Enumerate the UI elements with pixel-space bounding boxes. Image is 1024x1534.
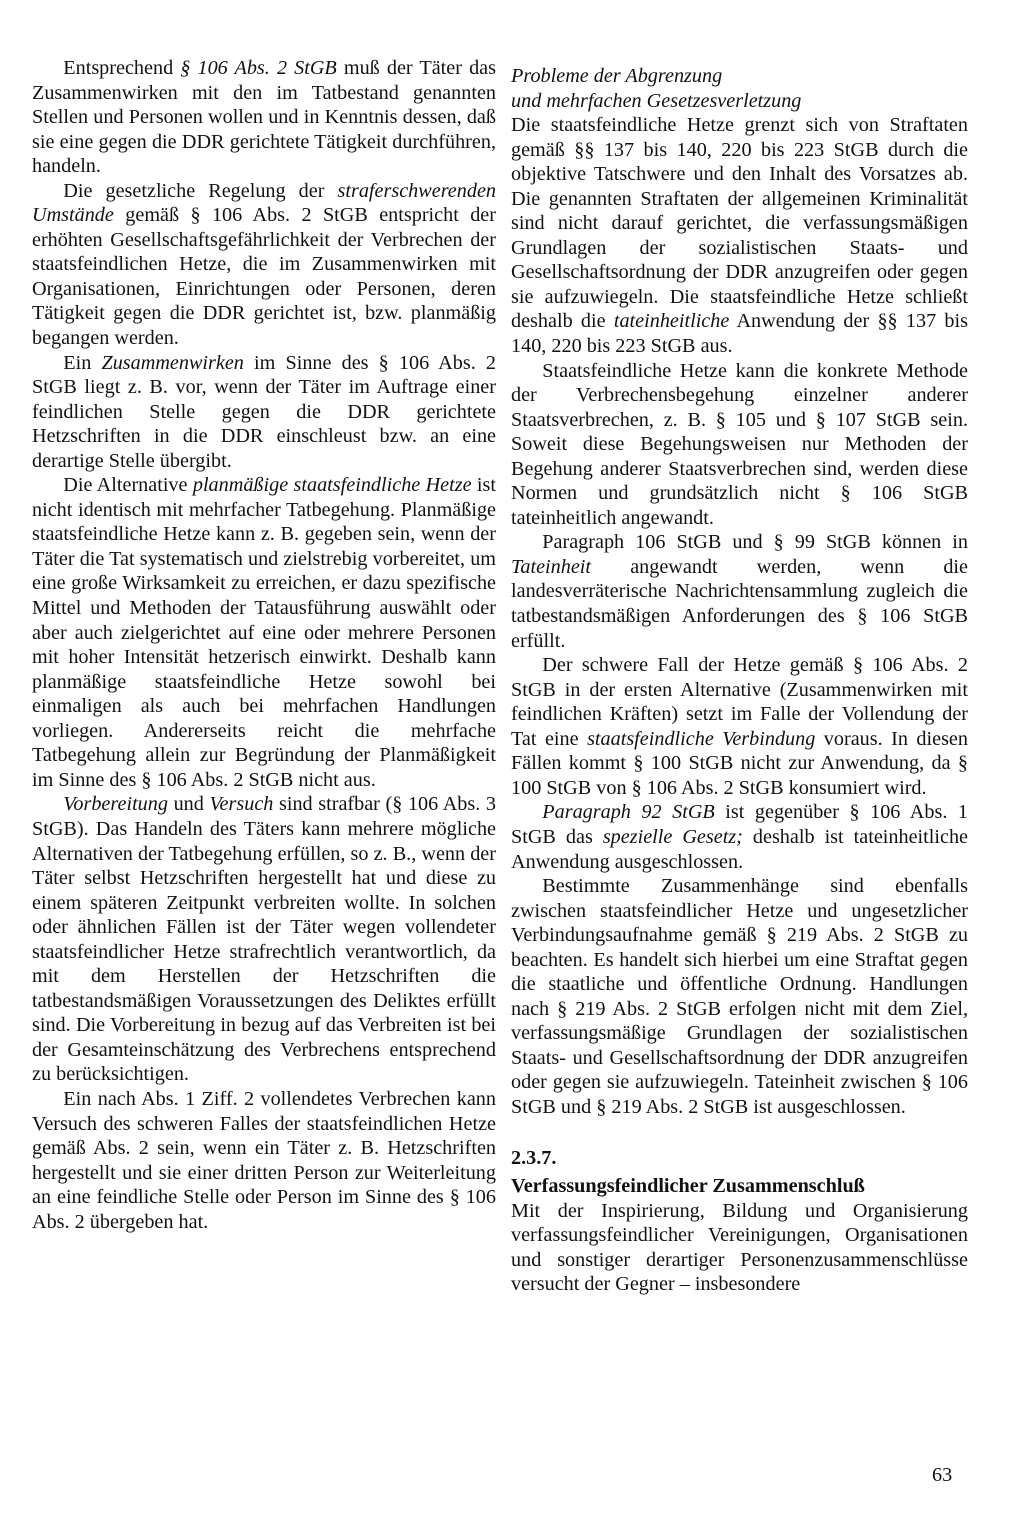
paragraph: Die Alternative planmäßige staatsfeindliche Hetze ist nicht identisch mit mehrfacher Tatbegehung. Planmäßige staatsfeindliche Hetze kann z. B. gegeben sein, wenn der Täter die Tat systematisch und zielstrebig vorbereitet, um eine große Wirksamkeit zu erreichen, er dazu spezifische Mittel und Methoden der Tatausführung auswählt oder aber auch zielgerichtet auf eine oder mehrere Personen mit hoher Intensität hetzerisch einwirkt. Deshalb kann planmäßige staatsfeindliche Hetze sowohl bei einmaligen als auch bei mehrfachen Handlungen vorliegen. Andererseits reicht die mehrfache Tatbegehung allein zur Begründung der Planmäßigkeit im Sinne des § 106 Abs. 2 StGB nicht aus. (32, 474, 497, 791)
left-column (32, 56, 496, 1234)
paragraph: Mit der Inspirierung, Bildung und Organisierung verfassungsfeindlicher Vereinigungen, Organisationen und sonstiger derartiger Personenzusammenschlüsse versucht der Gegner – insbesondere (511, 1199, 968, 1296)
page-number: 63 (932, 1464, 953, 1486)
subheading: Probleme der Abgrenzung (511, 65, 723, 87)
right-column (511, 64, 968, 1297)
paragraph: Die gesetzliche Regelung der straferschwerenden Umstände gemäß § 106 Abs. 2 StGB entspricht der erhöhten Gesellschaftsgefährlichkeit der Verbrechen der staatsfeindlichen Hetze, die im Zusammenwirken mit Organisationen, Einrichtungen oder Personen, deren Tätigkeit gegen die DDR gerichtet ist, bzw. planmäßig begangen werden. (32, 179, 496, 350)
paragraph: Paragraph 92 StGB ist gegenüber § 106 Abs. 1 StGB das spezielle Gesetz; deshalb ist tateinheitliche Anwendung ausgeschlossen. (511, 801, 969, 873)
paragraph: Entsprechend § 106 Abs. 2 StGB muß der Täter das Zusammenwirken mit den im Tatbestand genannten Stellen und Personen wollen und in Kenntnis dessen, daß sie eine gegen die DDR gerichtete Tätigkeit durchführen, handeln. (32, 57, 496, 178)
subheading: und mehrfachen Gesetzesverletzung (511, 89, 802, 112)
paragraph: Die staatsfeindliche Hetze grenzt sich von Straftaten gemäß §§ 137 bis 140, 220 bis 223 StGB durch die objektive Tatschwere und den Inhalt des Vorsatzes ab. Die genannten Straftaten der allgemeinen Kriminalität sind nicht darauf gerichtet, die verfassungsmäßigen Grundlagen der sozialistischen Staats- und Gesellschaftsordnung der DDR anzugreifen oder gegen sie aufzuwiegeln. Die staatsfeindliche Hetze schließt deshalb die tateinheitliche Anwendung der §§ 137 bis 140, 220 bis 223 StGB aus. (511, 114, 968, 358)
paragraph: Ein nach Abs. 1 Ziff. 2 vollendetes Verbrechen kann Versuch des schweren Falles der staatsfeindlichen Hetze gemäß Abs. 2 sein, wenn ein Täter z. B. Hetzschriften hergestellt und sie einer dritten Person zur Weiterleitung an eine feindliche Stelle oder Person im Sinne des § 106 Abs. 2 übergeben hat. (32, 1087, 496, 1233)
paragraph: Der schwere Fall der Hetze gemäß § 106 Abs. 2 StGB in der ersten Alternative (Zusammenwirken mit feindlichen Kräften) setzt im Falle der Vollendung der Tat eine staatsfeindliche Verbindung voraus. In diesen Fällen kommt § 100 StGB nicht zur Anwendung, da § 100 StGB von § 106 Abs. 2 StGB konsumiert wird. (511, 654, 968, 799)
paragraph: Vorbereitung und Versuch sind strafbar (§ 106 Abs. 3 StGB). Das Handeln des Täters kann mehrere mögliche Alternativen der Tatbegehung erfüllen, so z. B., wenn der Täter selbst Hetzschriften hergestellt hat und diese zu einem späteren Zeitpunkt verbreiten wollte. In solchen oder ähnlichen Fällen ist der Täter wegen vollendeter staatsfeindlicher Hetze strafrechtlich verantwortlich, da mit dem Herstellen der Hetzschriften die tatbestandsmäßigen Voraussetzungen des Deliktes erfüllt sind. Die Vorbereitung in bezug auf das Verbreiten ist bei der Gesamteinschätzung des Verbrechens entsprechend zu berücksichtigen. (32, 793, 496, 1086)
section-title: Verfassungsfeindlicher Zusammenschluß (511, 1175, 865, 1198)
paragraph: Paragraph 106 StGB und § 99 StGB können in Tateinheit angewandt werden, wenn die landesverräterische Nachrichtensammlung zugleich die tatbestandsmäßigen Anforderungen des § 106 StGB erfüllt. (511, 531, 968, 652)
section-number: 2.3.7. (511, 1146, 557, 1169)
paragraph: Staatsfeindliche Hetze kann die konkrete Methode der Verbrechensbegehung einzelner anderer Staatsverbrechen, z. B. § 105 und § 107 StGB sein. Soweit diese Begehungsweisen nur Methoden der Begehung anderer Staatsverbrechen sind, werden diese Normen und grundsätzlich nicht § 106 StGB tateinheitlich angewandt. (511, 359, 968, 529)
paragraph: Ein Zusammenwirken im Sinne des § 106 Abs. 2 StGB liegt z. B. vor, wenn der Täter im Auftrage einer feindlichen Stelle gegen die DDR gerichtete Hetzschriften in die DDR einschleust bzw. an eine derartige Stelle übergibt. (32, 351, 496, 472)
paragraph: Bestimmte Zusammenhänge sind ebenfalls zwischen staatsfeindlicher Hetze und ungesetzlicher Verbindungsaufnahme gemäß § 219 Abs. 2 StGB zu beachten. Es handelt sich hierbei um eine Straftat gegen die staatliche und öffentliche Ordnung. Handlungen nach § 219 Abs. 2 StGB erfolgen nicht mit dem Ziel, verfassungsmäßige Grundlagen der sozialistischen Staats- und Gesellschaftsordnung der DDR anzugreifen oder gegen sie aufzuwiegeln. Tateinheit zwischen § 106 StGB und § 219 Abs. 2 StGB ist ausgeschlossen. (511, 875, 968, 1118)
